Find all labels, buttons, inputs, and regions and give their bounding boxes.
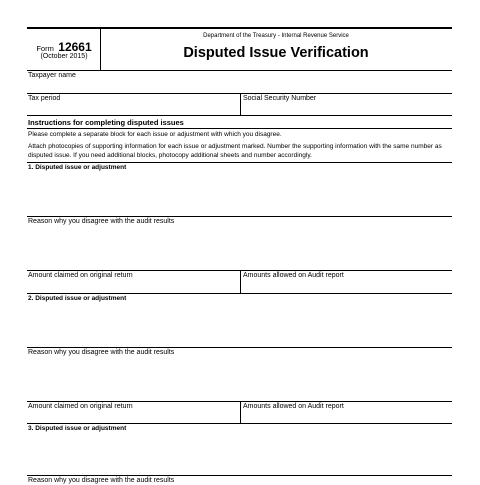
revision-date: (October 2015) [40,53,88,60]
taxpayer-name-label: Taxpayer name [28,72,76,79]
issue-1-field[interactable] [27,173,452,215]
form-number: 12661 [58,40,92,54]
rule [27,423,452,424]
tax-period-field[interactable] [27,103,239,114]
rule [27,128,452,129]
instructions-line-2: Attach photocopies of supporting information for each issue or adjustment marked. Number the supporting information with the same number as disputed issue. If you need additional blocks, photocopy additional sheets and number accordingly. [28,143,442,159]
rule [27,162,452,163]
rule [27,475,452,476]
issue-2-heading: 2. Disputed issue or adjustment [28,295,127,302]
tax-period-label: Tax period [28,95,61,102]
issue-2-allowed-field[interactable] [241,411,452,422]
header-bottom-rule [27,70,452,71]
form-word: Form [36,44,54,53]
issue-2-claimed-label: Amount claimed on original return [28,403,133,410]
issue-1-claimed-label: Amount claimed on original return [28,272,133,279]
rule [27,293,452,294]
form-title: Disputed Issue Verification [183,45,369,61]
ssn-label: Social Security Number [243,95,317,102]
rule [27,115,452,116]
issue-1-allowed-field[interactable] [241,281,452,293]
taxpayer-name-field[interactable] [27,80,452,92]
instructions-line-1: Please complete a separate block for each issue or adjustment with which you disagree. [28,131,282,138]
issue-1-reason-label: Reason why you disagree with the audit results [28,218,175,225]
issue-2-reason-field[interactable] [27,358,452,400]
issue-2-field[interactable] [27,304,452,346]
rule [27,216,452,217]
top-rule [27,27,452,29]
issue-3-heading: 3. Disputed issue or adjustment [28,425,127,432]
issue-2-allowed-label: Amounts allowed on Audit report [243,403,344,410]
agency-name: Department of the Treasury - Internal Revenue Service [203,33,349,39]
rule [27,347,452,348]
issue-1-claimed-field[interactable] [27,281,239,293]
issue-3-reason-label: Reason why you disagree with the audit results [28,477,175,484]
instructions-heading: Instructions for completing disputed issues [28,118,184,127]
issue-1-reason-field[interactable] [27,227,452,269]
issue-1-allowed-label: Amounts allowed on Audit report [243,272,344,279]
issue-2-claimed-field[interactable] [27,411,239,422]
issue-3-field[interactable] [27,434,452,474]
issue-2-reason-label: Reason why you disagree with the audit results [28,349,175,356]
ssn-field[interactable] [241,103,452,114]
issue-1-heading: 1. Disputed issue or adjustment [28,164,127,171]
